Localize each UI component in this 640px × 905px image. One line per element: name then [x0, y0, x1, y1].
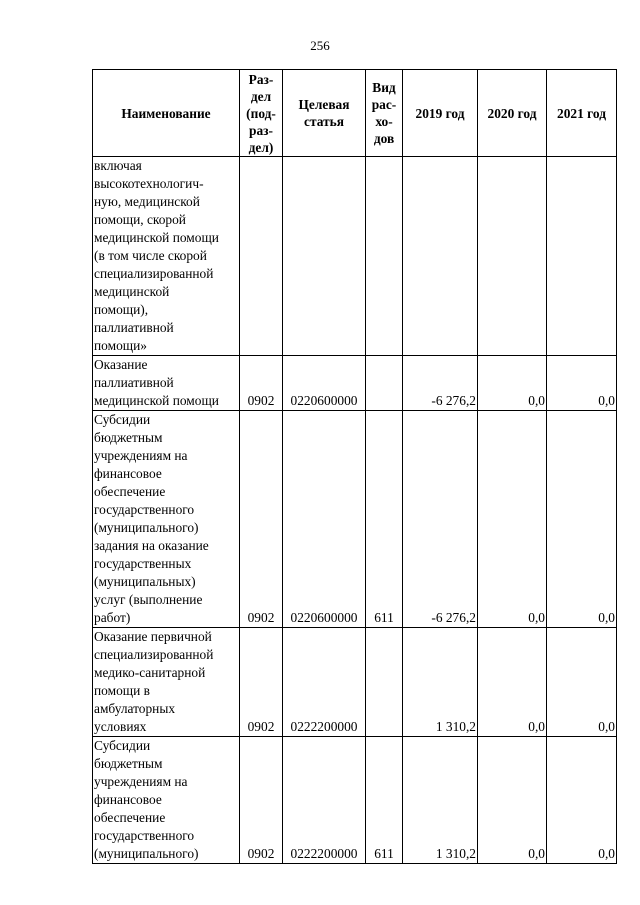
cell-section: 0902 [240, 628, 283, 737]
cell-expense: 611 [366, 411, 403, 628]
cell-2020: 0,0 [478, 628, 547, 737]
cell-expense [366, 356, 403, 411]
header-2020: 2020 год [478, 70, 547, 157]
name-line: помощи), [94, 302, 149, 317]
name-line: Субсидии [94, 738, 151, 753]
name-line: государственного [94, 828, 195, 843]
header-section-line: раз- [249, 122, 273, 138]
cell-target [283, 157, 366, 356]
cell-2020: 0,0 [478, 356, 547, 411]
name-line: (муниципального) [94, 846, 199, 861]
name-line: Оказание [94, 357, 148, 372]
name-line: учреждениям на [94, 448, 188, 463]
name-line: государственных [94, 556, 192, 571]
name-line: медико-санитарной [94, 665, 206, 680]
cell-2019 [403, 157, 478, 356]
header-section-line: дел) [248, 139, 274, 155]
name-line: помощи, скорой [94, 212, 186, 227]
name-line: работ) [94, 610, 131, 625]
cell-expense: 611 [366, 737, 403, 864]
header-2021: 2021 год [547, 70, 617, 157]
header-target-line: статья [304, 114, 344, 129]
header-name: Наименование [93, 70, 240, 157]
cell-2021 [547, 157, 617, 356]
header-expense [366, 70, 403, 157]
header-section-line: дел [250, 88, 272, 104]
cell-name [93, 157, 240, 356]
name-line: Оказание первичной [94, 629, 212, 644]
header-2019: 2019 год [403, 70, 478, 157]
header-section [240, 70, 283, 157]
name-line: бюджетным [94, 756, 163, 771]
page-number: 256 [310, 38, 330, 53]
cell-2021: 0,0 [547, 737, 617, 864]
cell-2019: 1 310,2 [403, 737, 478, 864]
cell-2021: 0,0 [547, 356, 617, 411]
header-expense-line: хо- [375, 114, 393, 129]
name-line: (муниципального) [94, 520, 199, 535]
header-row [93, 70, 617, 157]
name-line: финансовое [94, 792, 162, 807]
name-line: медицинской [94, 284, 170, 299]
name-line: помощи» [94, 338, 147, 353]
cell-section: 0902 [240, 737, 283, 864]
cell-section: 0902 [240, 411, 283, 628]
cell-section [240, 157, 283, 356]
cell-2019: -6 276,2 [403, 411, 478, 628]
name-line: бюджетным [94, 430, 163, 445]
cell-name [93, 411, 240, 628]
cell-name [93, 628, 240, 737]
table-row [93, 411, 617, 628]
name-line: обеспечение [94, 810, 166, 825]
table-row [93, 628, 617, 737]
table-row [93, 737, 617, 864]
name-line: специализированной [94, 647, 214, 662]
header-section-line: Раз- [248, 71, 274, 87]
table-row [93, 356, 617, 411]
name-line: услуг (выполнение [94, 592, 203, 607]
cell-target: 0222200000 [283, 628, 366, 737]
name-line: (муниципальных) [94, 574, 196, 589]
cell-expense [366, 628, 403, 737]
name-line: ную, медицинской [94, 194, 200, 209]
name-line: задания на оказание [94, 538, 209, 553]
cell-name [93, 737, 240, 864]
header-expense-line: дов [373, 131, 395, 146]
cell-section: 0902 [240, 356, 283, 411]
cell-2020 [478, 157, 547, 356]
cell-target: 0220600000 [283, 356, 366, 411]
cell-target: 0220600000 [283, 411, 366, 628]
cell-expense [366, 157, 403, 356]
cell-name [93, 356, 240, 411]
name-line: условиях [94, 719, 147, 734]
name-line: медицинской помощи [94, 230, 219, 245]
cell-2019: -6 276,2 [403, 356, 478, 411]
cell-2020: 0,0 [478, 411, 547, 628]
cell-2021: 0,0 [547, 628, 617, 737]
name-line: государственного [94, 502, 195, 517]
name-line: обеспечение [94, 484, 166, 499]
name-line: паллиативной [94, 375, 174, 390]
header-target [283, 70, 366, 157]
header-section-line: (под- [246, 105, 276, 121]
name-line: включая [94, 158, 142, 173]
name-line: паллиативной [94, 320, 174, 335]
header-expense-line: Вид [372, 80, 396, 95]
name-line: финансовое [94, 466, 162, 481]
name-line: (в том числе скорой [94, 248, 207, 263]
name-line: амбулаторных [94, 701, 176, 716]
table-row [93, 157, 617, 356]
budget-table [92, 69, 617, 864]
name-line: высокотехнологич- [94, 176, 204, 191]
cell-2019: 1 310,2 [403, 628, 478, 737]
name-line: медицинской помощи [94, 393, 219, 408]
header-expense-line: рас- [371, 97, 397, 112]
name-line: помощи в [94, 683, 150, 698]
name-line: Субсидии [94, 412, 151, 427]
name-line: специализированной [94, 266, 214, 281]
cell-target: 0222200000 [283, 737, 366, 864]
cell-2021: 0,0 [547, 411, 617, 628]
header-target-line: Целевая [298, 97, 350, 112]
cell-2020: 0,0 [478, 737, 547, 864]
name-line: учреждениям на [94, 774, 188, 789]
